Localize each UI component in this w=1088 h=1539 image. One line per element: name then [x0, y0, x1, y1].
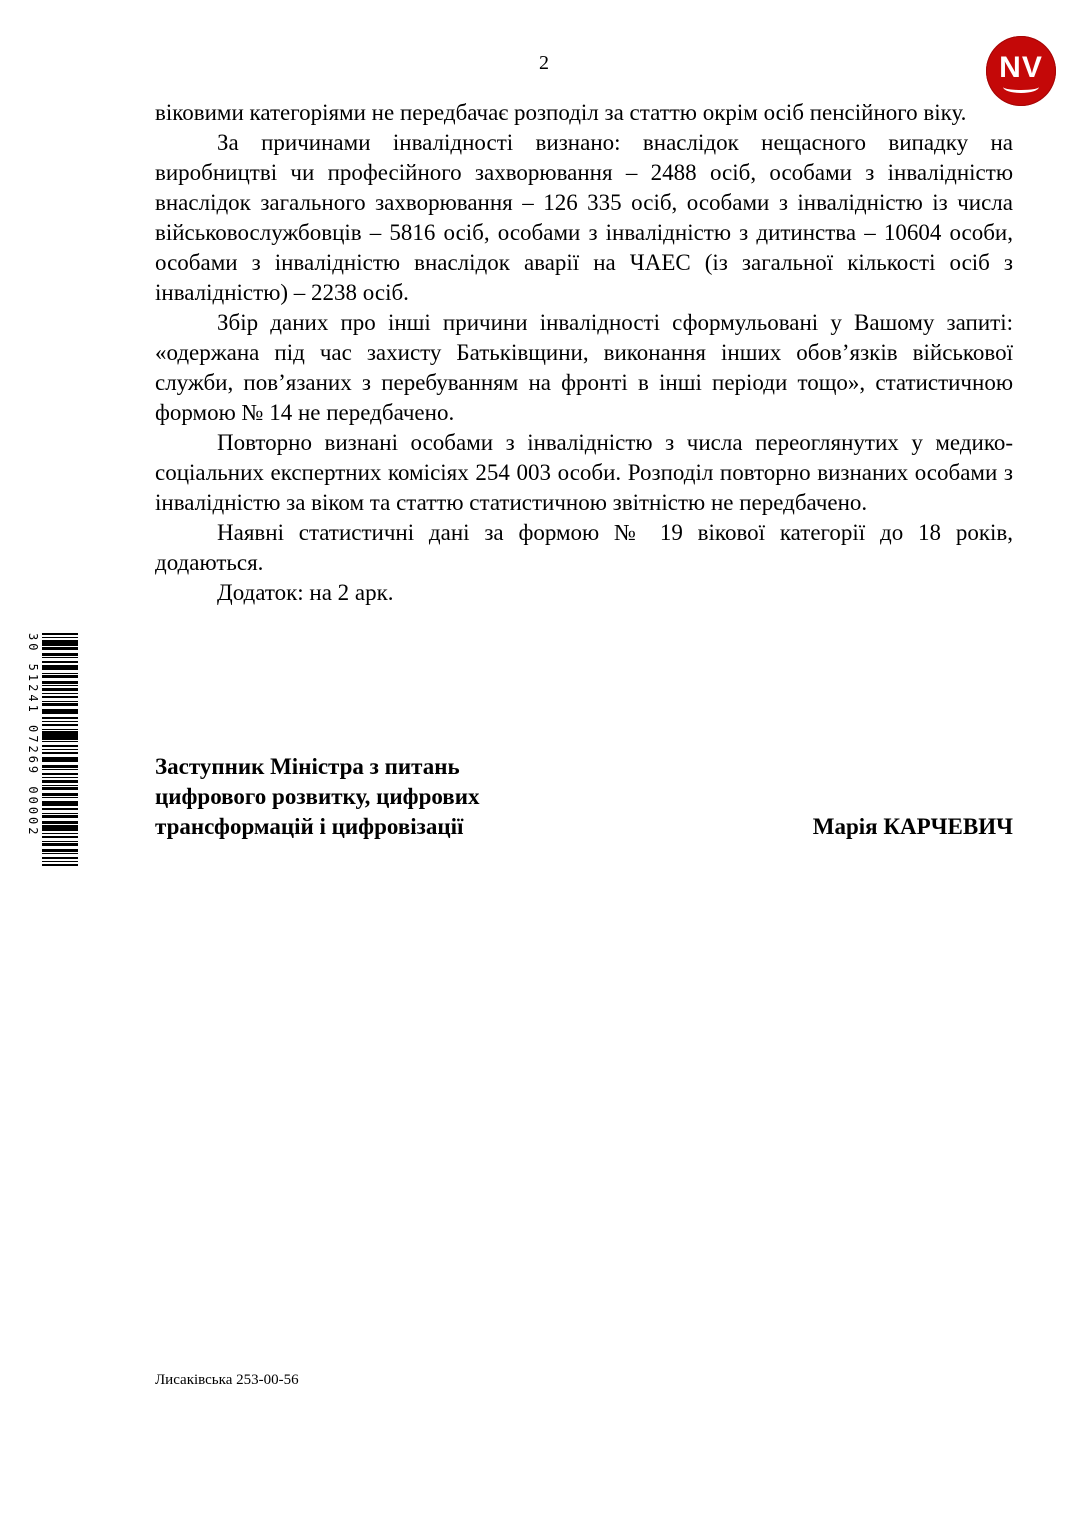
nv-logo-arc-icon — [1003, 81, 1039, 93]
body-paragraph: Повторно визнані особами з інвалідністю з числа переоглянутих у медико-соціальних експертних комісіях 254 003 особи. Розподіл повторно визнаних особами з інвалідністю за віком та статтю статистичною звітністю не передбачено. — [155, 430, 1013, 515]
body-paragraph: віковими категоріями не передбачає розподіл за статтю окрім осіб пенсійного віку. — [155, 100, 967, 125]
barcode-digits: 30 51241 07269 00002 — [26, 633, 40, 838]
barcode-bars — [42, 633, 78, 869]
body-paragraph-attachment: Додаток: на 2 арк. — [217, 580, 394, 605]
signature-title — [155, 752, 479, 842]
body-paragraph: Збір даних про інші причини інвалідності сформульовані у Вашому запиті: «одержана під час захисту Батьківщини, виконання інших обов’язків військової служби, пов’язаних з перебуванням на фронті в інші періоди тощо», статистичною формою № 14 не передбачено. — [155, 310, 1013, 425]
nv-logo — [986, 36, 1056, 106]
signature-title-line: цифрового розвитку, цифрових — [155, 784, 480, 809]
signature-title-line: трансформацій і цифровізації — [155, 814, 464, 839]
signature-name: Марія КАРЧЕВИЧ — [812, 814, 1013, 839]
page-number: 2 — [539, 52, 549, 74]
body-paragraph: За причинами інвалідності визнано: внаслідок нещасного випадку на виробництві чи професійного захворювання – 2488 осіб, особами з інвалідністю внаслідок загального захворювання – 126 335 осіб, особами з інвалідністю із числа військовослужбовців – 5816 осіб, особами з інвалідністю з дитинства – 10604 особи, особами з інвалідністю внаслідок аварії на ЧАЕС (із загальної кількості осіб з інвалідністю) – 2238 осіб. — [155, 130, 1013, 305]
body-paragraph: Наявні статистичні дані за формою № 19 вікової категорії до 18 років, додаються. — [155, 520, 1013, 575]
signature-title-line: Заступник Міністра з питань — [155, 754, 460, 779]
nv-logo-text: NV — [999, 51, 1043, 84]
footer-reference: Лисаківська 253-00-56 — [155, 1372, 299, 1388]
body-text — [155, 98, 1013, 608]
signature-block — [155, 752, 1013, 842]
barcode — [26, 633, 78, 869]
